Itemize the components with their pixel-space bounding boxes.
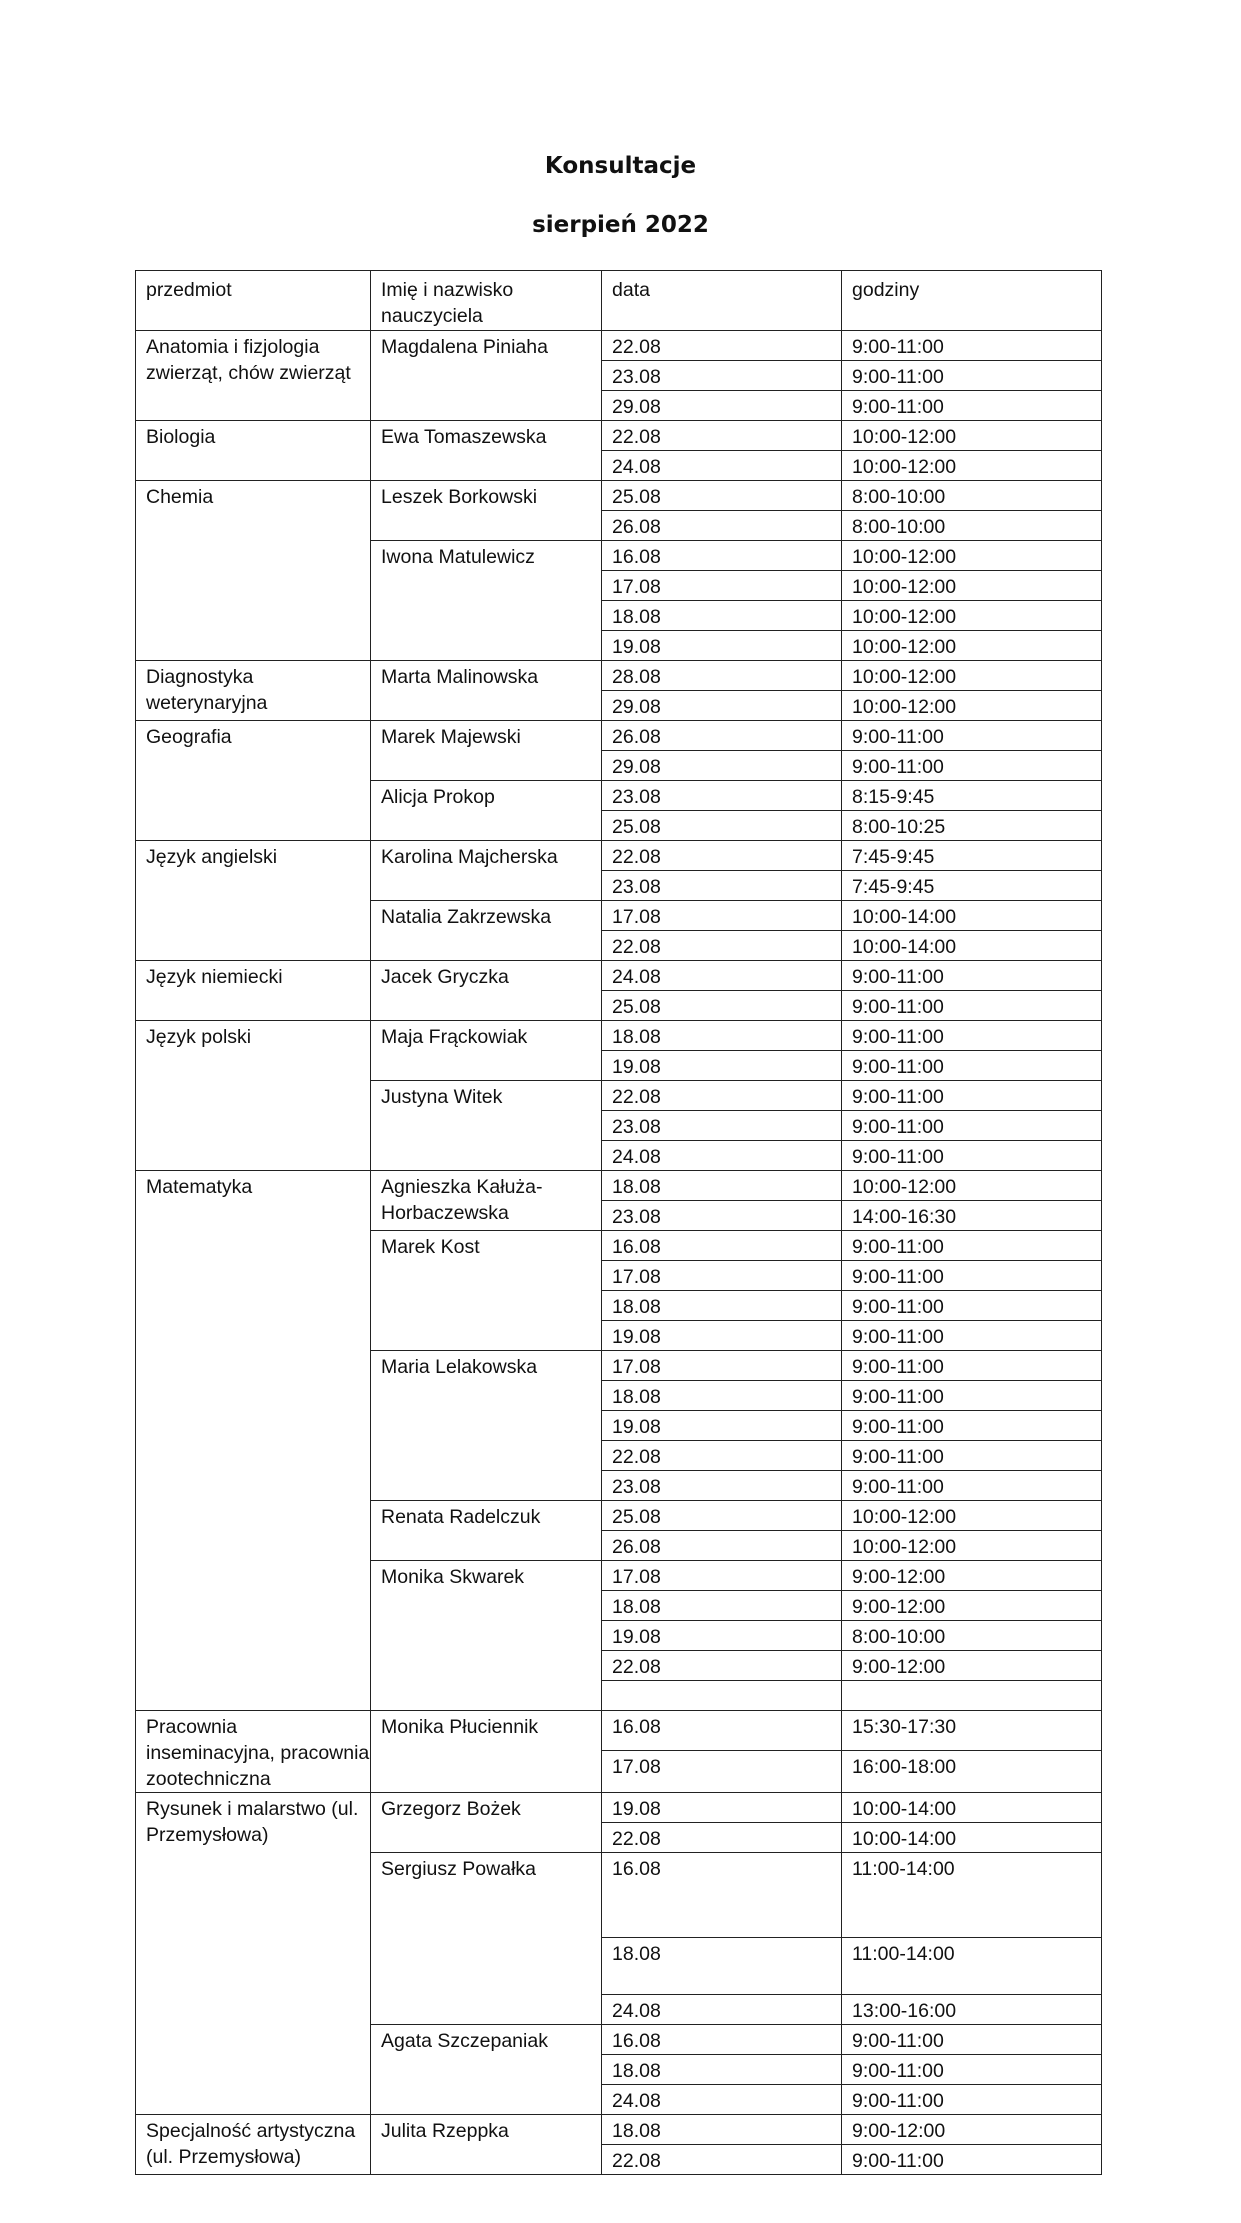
teacher-cell: Jacek Gryczka (371, 961, 602, 1021)
hours-cell: 14:00-16:30 (842, 1201, 1102, 1231)
date-cell: 19.08 (602, 1321, 842, 1351)
date-cell: 23.08 (602, 1201, 842, 1231)
hours-cell (842, 1681, 1102, 1711)
date-cell: 19.08 (602, 1621, 842, 1651)
date-cell: 26.08 (602, 511, 842, 541)
date-cell: 22.08 (602, 1081, 842, 1111)
hours-cell: 9:00-11:00 (842, 391, 1102, 421)
date-cell: 18.08 (602, 1171, 842, 1201)
hours-cell: 9:00-12:00 (842, 1561, 1102, 1591)
hours-cell: 8:15-9:45 (842, 781, 1102, 811)
date-cell: 23.08 (602, 1471, 842, 1501)
teacher-cell: Grzegorz Bożek (371, 1793, 602, 1853)
date-cell: 18.08 (602, 1591, 842, 1621)
hours-cell: 9:00-12:00 (842, 1651, 1102, 1681)
hours-cell: 10:00-12:00 (842, 1531, 1102, 1561)
hours-cell: 11:00-14:00 (842, 1938, 1102, 1995)
teacher-cell: Iwona Matulewicz (371, 541, 602, 661)
table-row (136, 331, 1102, 361)
table-row (136, 1793, 1102, 1823)
date-cell: 25.08 (602, 1501, 842, 1531)
teacher-cell: Alicja Prokop (371, 781, 602, 841)
hours-cell: 10:00-14:00 (842, 1793, 1102, 1823)
hours-cell: 9:00-11:00 (842, 2025, 1102, 2055)
hours-cell: 10:00-12:00 (842, 541, 1102, 571)
date-cell: 25.08 (602, 811, 842, 841)
table-row (136, 841, 1102, 871)
date-cell: 29.08 (602, 691, 842, 721)
date-cell: 22.08 (602, 2145, 842, 2175)
table-row (136, 481, 1102, 511)
table-row (136, 1171, 1102, 1201)
date-cell: 18.08 (602, 2055, 842, 2085)
hours-cell: 10:00-12:00 (842, 421, 1102, 451)
date-cell: 29.08 (602, 391, 842, 421)
table-row (136, 421, 1102, 451)
teacher-cell: Justyna Witek (371, 1081, 602, 1171)
table-row (136, 721, 1102, 751)
hours-cell: 9:00-11:00 (842, 1231, 1102, 1261)
date-cell: 26.08 (602, 1531, 842, 1561)
teacher-cell: Karolina Majcherska (371, 841, 602, 901)
hours-cell: 10:00-12:00 (842, 661, 1102, 691)
subject-cell: Chemia (136, 481, 371, 661)
hours-cell: 9:00-11:00 (842, 1441, 1102, 1471)
hours-cell: 9:00-11:00 (842, 361, 1102, 391)
date-cell: 23.08 (602, 871, 842, 901)
hours-cell: 16:00-18:00 (842, 1751, 1102, 1793)
header-subject: przedmiot (136, 271, 371, 331)
document-subtitle: sierpień 2022 (532, 212, 709, 238)
teacher-cell: Monika Płuciennik (371, 1711, 602, 1793)
table-row (136, 661, 1102, 691)
hours-cell: 9:00-11:00 (842, 961, 1102, 991)
hours-cell: 8:00-10:25 (842, 811, 1102, 841)
date-cell: 28.08 (602, 661, 842, 691)
hours-cell: 8:00-10:00 (842, 481, 1102, 511)
subject-cell: Matematyka (136, 1171, 371, 1711)
hours-cell: 10:00-12:00 (842, 451, 1102, 481)
hours-cell: 9:00-11:00 (842, 721, 1102, 751)
hours-cell: 8:00-10:00 (842, 511, 1102, 541)
teacher-cell: Maria Lelakowska (371, 1351, 602, 1501)
teacher-cell: Ewa Tomaszewska (371, 421, 602, 481)
date-cell: 17.08 (602, 1561, 842, 1591)
date-cell: 22.08 (602, 421, 842, 451)
date-cell: 16.08 (602, 2025, 842, 2055)
hours-cell: 9:00-11:00 (842, 1051, 1102, 1081)
table-header-row (136, 271, 1102, 331)
hours-cell: 9:00-11:00 (842, 1351, 1102, 1381)
date-cell: 18.08 (602, 1938, 842, 1995)
date-cell: 19.08 (602, 1793, 842, 1823)
hours-cell: 10:00-12:00 (842, 631, 1102, 661)
date-cell: 18.08 (602, 1021, 842, 1051)
document-title: Konsultacje (544, 153, 697, 179)
date-cell: 22.08 (602, 841, 842, 871)
hours-cell: 9:00-12:00 (842, 1591, 1102, 1621)
hours-cell: 9:00-11:00 (842, 1411, 1102, 1441)
consultations-table-body (136, 271, 1102, 2175)
date-cell: 18.08 (602, 1381, 842, 1411)
table-row (136, 2115, 1102, 2145)
subject-cell: Biologia (136, 421, 371, 481)
hours-cell: 10:00-14:00 (842, 931, 1102, 961)
hours-cell: 9:00-11:00 (842, 1471, 1102, 1501)
teacher-cell: Natalia Zakrzewska (371, 901, 602, 961)
header-hours: godziny (842, 271, 1102, 331)
date-cell: 24.08 (602, 1141, 842, 1171)
date-cell: 24.08 (602, 961, 842, 991)
header-teacher: Imię i nazwisko nauczyciela (371, 271, 602, 331)
teacher-cell: Renata Radelczuk (371, 1501, 602, 1561)
date-cell: 23.08 (602, 1111, 842, 1141)
date-cell: 17.08 (602, 1751, 842, 1793)
hours-cell: 10:00-12:00 (842, 1501, 1102, 1531)
subject-cell: Specjalność artystyczna (ul. Przemysłowa) (136, 2115, 371, 2175)
header-date: data (602, 271, 842, 331)
hours-cell: 9:00-11:00 (842, 2055, 1102, 2085)
teacher-cell: Marek Kost (371, 1231, 602, 1351)
date-cell: 23.08 (602, 781, 842, 811)
date-cell: 25.08 (602, 991, 842, 1021)
date-cell: 22.08 (602, 931, 842, 961)
date-cell: 26.08 (602, 721, 842, 751)
date-cell: 19.08 (602, 1051, 842, 1081)
date-cell: 16.08 (602, 1231, 842, 1261)
hours-cell: 8:00-10:00 (842, 1621, 1102, 1651)
teacher-cell: Maja Frąckowiak (371, 1021, 602, 1081)
date-cell: 24.08 (602, 1995, 842, 2025)
subject-cell: Diagnostyka weterynaryjna (136, 661, 371, 721)
hours-cell: 10:00-12:00 (842, 571, 1102, 601)
hours-cell: 9:00-11:00 (842, 1081, 1102, 1111)
teacher-cell: Agnieszka Kałuża-Horbaczewska (371, 1171, 602, 1231)
subject-cell: Pracownia inseminacyjna, pracownia zootechniczna (136, 1711, 371, 1793)
hours-cell: 15:30-17:30 (842, 1711, 1102, 1751)
table-row (136, 961, 1102, 991)
date-cell (602, 1681, 842, 1711)
hours-cell: 9:00-11:00 (842, 2085, 1102, 2115)
hours-cell: 10:00-14:00 (842, 901, 1102, 931)
hours-cell: 9:00-11:00 (842, 2145, 1102, 2175)
subject-cell: Anatomia i fizjologia zwierząt, chów zwierząt (136, 331, 371, 421)
teacher-cell: Leszek Borkowski (371, 481, 602, 541)
hours-cell: 9:00-11:00 (842, 1021, 1102, 1051)
date-cell: 24.08 (602, 451, 842, 481)
hours-cell: 9:00-11:00 (842, 331, 1102, 361)
date-cell: 19.08 (602, 631, 842, 661)
date-cell: 17.08 (602, 901, 842, 931)
date-cell: 17.08 (602, 1261, 842, 1291)
subject-cell: Geografia (136, 721, 371, 841)
subject-cell: Rysunek i malarstwo (ul. Przemysłowa) (136, 1793, 371, 2115)
date-cell: 16.08 (602, 541, 842, 571)
date-cell: 22.08 (602, 1823, 842, 1853)
hours-cell: 11:00-14:00 (842, 1853, 1102, 1938)
date-cell: 18.08 (602, 601, 842, 631)
hours-cell: 10:00-12:00 (842, 601, 1102, 631)
consultations-table (135, 270, 1102, 2175)
date-cell: 18.08 (602, 2115, 842, 2145)
subject-cell: Język angielski (136, 841, 371, 961)
hours-cell: 9:00-11:00 (842, 751, 1102, 781)
date-cell: 17.08 (602, 1351, 842, 1381)
hours-cell: 10:00-12:00 (842, 1171, 1102, 1201)
teacher-cell: Magdalena Piniaha (371, 331, 602, 421)
date-cell: 23.08 (602, 361, 842, 391)
table-row (136, 1711, 1102, 1751)
teacher-cell: Sergiusz Powałka (371, 1853, 602, 2025)
table-row (136, 1021, 1102, 1051)
date-cell: 25.08 (602, 481, 842, 511)
hours-cell: 9:00-11:00 (842, 1321, 1102, 1351)
hours-cell: 9:00-11:00 (842, 1261, 1102, 1291)
subject-cell: Język polski (136, 1021, 371, 1171)
date-cell: 24.08 (602, 2085, 842, 2115)
date-cell: 19.08 (602, 1411, 842, 1441)
teacher-cell: Julita Rzeppka (371, 2115, 602, 2175)
teacher-cell: Monika Skwarek (371, 1561, 602, 1711)
hours-cell: 9:00-11:00 (842, 1381, 1102, 1411)
date-cell: 22.08 (602, 331, 842, 361)
date-cell: 22.08 (602, 1441, 842, 1471)
hours-cell: 9:00-11:00 (842, 1111, 1102, 1141)
date-cell: 17.08 (602, 571, 842, 601)
subject-cell: Język niemiecki (136, 961, 371, 1021)
hours-cell: 9:00-12:00 (842, 2115, 1102, 2145)
hours-cell: 13:00-16:00 (842, 1995, 1102, 2025)
teacher-cell: Marek Majewski (371, 721, 602, 781)
hours-cell: 7:45-9:45 (842, 841, 1102, 871)
hours-cell: 10:00-14:00 (842, 1823, 1102, 1853)
date-cell: 29.08 (602, 751, 842, 781)
hours-cell: 9:00-11:00 (842, 1141, 1102, 1171)
hours-cell: 10:00-12:00 (842, 691, 1102, 721)
hours-cell: 7:45-9:45 (842, 871, 1102, 901)
date-cell: 18.08 (602, 1291, 842, 1321)
teacher-cell: Marta Malinowska (371, 661, 602, 721)
hours-cell: 9:00-11:00 (842, 991, 1102, 1021)
teacher-cell: Agata Szczepaniak (371, 2025, 602, 2115)
date-cell: 16.08 (602, 1711, 842, 1751)
date-cell: 16.08 (602, 1853, 842, 1938)
date-cell: 22.08 (602, 1651, 842, 1681)
hours-cell: 9:00-11:00 (842, 1291, 1102, 1321)
